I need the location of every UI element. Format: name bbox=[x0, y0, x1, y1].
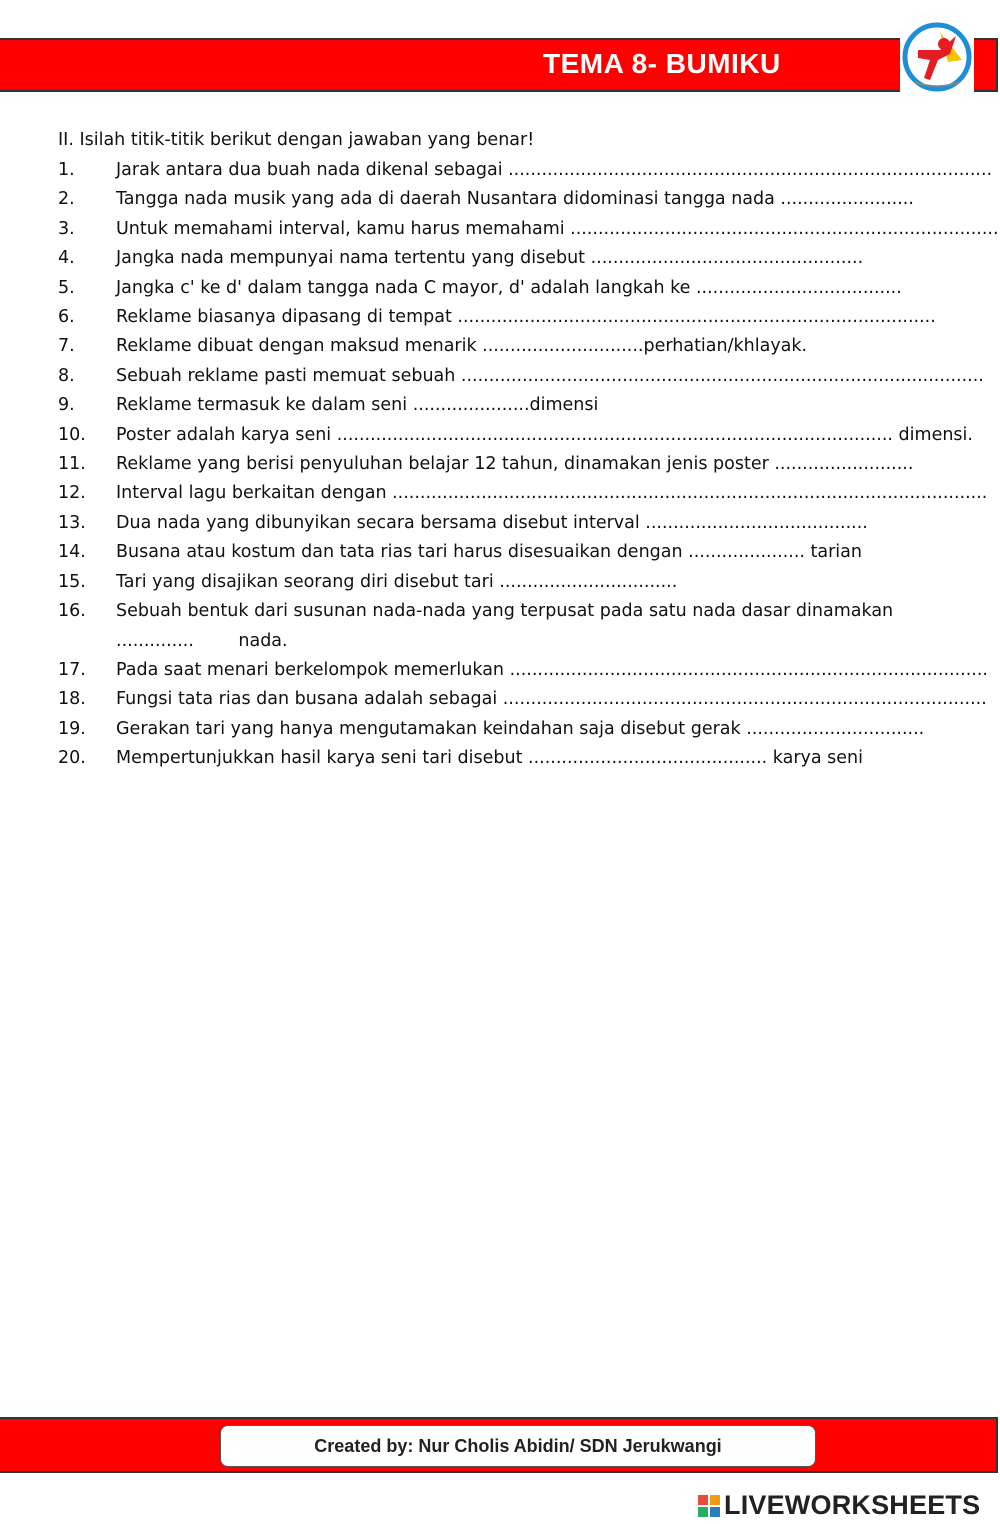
question-number: 15. bbox=[58, 571, 86, 592]
question-item bbox=[58, 421, 973, 450]
brand-name: LIVEWORKSHEETS bbox=[724, 1490, 981, 1520]
question-number: 8. bbox=[58, 365, 75, 386]
question-text: Reklame yang berisi penyuluhan belajar 12 tahun, dinamakan jenis poster ......................... bbox=[116, 454, 914, 475]
question-number: 16. bbox=[58, 601, 86, 622]
question-item bbox=[58, 185, 958, 214]
question-text: Busana atau kostum dan tata rias tari harus disesuaikan dengan ..................... tarian bbox=[116, 542, 862, 563]
question-item bbox=[58, 362, 984, 391]
question-item bbox=[58, 479, 988, 508]
credit-text: Created by: Nur Cholis Abidin/ SDN Jerukwangi bbox=[314, 1435, 722, 1456]
question-item bbox=[58, 744, 958, 773]
question-number: 18. bbox=[58, 689, 86, 710]
question-text: Sebuah bentuk dari susunan nada-nada yang terpusat pada satu nada dasar dinamakan bbox=[116, 601, 894, 622]
question-text: Jarak antara dua buah nada dikenal sebagai ....................................................................................... bbox=[116, 160, 993, 180]
question-number: 10. bbox=[58, 424, 86, 445]
question-item bbox=[58, 715, 958, 744]
question-number: 13. bbox=[58, 512, 86, 533]
question-number: 2. bbox=[58, 189, 75, 210]
credit-box bbox=[220, 1425, 816, 1467]
instructions: II. Isilah titik-titik berikut dengan jawaban yang benar! bbox=[58, 130, 535, 150]
question-continuation: .............. nada. bbox=[116, 630, 288, 651]
question-number: 12. bbox=[58, 483, 86, 504]
question-item bbox=[58, 274, 958, 303]
question-item bbox=[58, 656, 988, 685]
question-item bbox=[58, 597, 958, 626]
question-number: 5. bbox=[58, 277, 75, 298]
question-text: Mempertunjukkan hasil karya seni tari disebut ........................................... karya seni bbox=[116, 748, 863, 769]
question-text: Dua nada yang dibunyikan secara bersama disebut interval ........................................ bbox=[116, 512, 868, 533]
question-number: 6. bbox=[58, 307, 75, 328]
question-number: 14. bbox=[58, 542, 86, 563]
page-title: TEMA 8- BUMIKU bbox=[543, 48, 781, 79]
question-text: Poster adalah karya seni .................................................................................................... dimensi. bbox=[116, 424, 973, 445]
question-item bbox=[58, 244, 958, 273]
question-text: Gerakan tari yang hanya mengutamakan keindahan saja disebut gerak ................................ bbox=[116, 718, 925, 739]
question-number: 19. bbox=[58, 718, 86, 739]
question-text: Interval lagu berkaitan dengan ........................................................................................................... bbox=[116, 483, 988, 504]
question-text: Reklame termasuk ke dalam seni .....................dimensi bbox=[116, 395, 599, 416]
kurikulum-logo-icon bbox=[900, 20, 974, 94]
question-number: 3. bbox=[58, 218, 75, 239]
liveworksheets-logo-icon bbox=[698, 1495, 720, 1517]
question-text: Jangka c' ke d' dalam tangga nada C mayor, d' adalah langkah ke ..................................... bbox=[116, 277, 902, 298]
question-number: 9. bbox=[58, 395, 75, 416]
question-text: Tangga nada musik yang ada di daerah Nusantara didominasi tangga nada ........................ bbox=[116, 189, 914, 210]
question-number: 20. bbox=[58, 748, 86, 769]
question-text: Pada saat menari berkelompok memerlukan ...................................................................................... bbox=[116, 659, 988, 680]
kurikulum-logo bbox=[900, 20, 974, 94]
question-item bbox=[58, 391, 958, 420]
question-number: 1. bbox=[58, 160, 75, 180]
question-number: 4. bbox=[58, 248, 75, 269]
question-text: Untuk memahami interval, kamu harus memahami ............................................................................. bbox=[116, 218, 999, 239]
question-list bbox=[58, 156, 999, 774]
question-number: 11. bbox=[58, 454, 86, 475]
question-text: Tari yang disajikan seorang diri disebut tari ................................ bbox=[116, 571, 678, 592]
header-bar bbox=[0, 38, 998, 92]
question-item bbox=[58, 568, 958, 597]
question-item bbox=[58, 685, 987, 714]
question-item bbox=[58, 450, 958, 479]
question-item bbox=[58, 332, 958, 361]
liveworksheets-brand bbox=[698, 1490, 980, 1521]
question-item bbox=[58, 538, 958, 567]
question-item bbox=[58, 303, 958, 332]
question-number: 17. bbox=[58, 659, 86, 680]
question-text: Fungsi tata rias dan busana adalah sebagai ....................................................................................... bbox=[116, 689, 987, 710]
question-item bbox=[58, 156, 993, 185]
question-text: Jangka nada mempunyai nama tertentu yang disebut ................................................. bbox=[116, 248, 864, 269]
question-item bbox=[58, 215, 999, 244]
question-number: 7. bbox=[58, 336, 75, 357]
question-item bbox=[58, 509, 958, 538]
question-text: Sebuah reklame pasti memuat sebuah .............................................................................................. bbox=[116, 365, 984, 386]
question-text: Reklame biasanya dipasang di tempat ...................................................................................... bbox=[116, 307, 936, 328]
question-text: Reklame dibuat dengan maksud menarik .............................perhatian/khlayak. bbox=[116, 336, 808, 357]
